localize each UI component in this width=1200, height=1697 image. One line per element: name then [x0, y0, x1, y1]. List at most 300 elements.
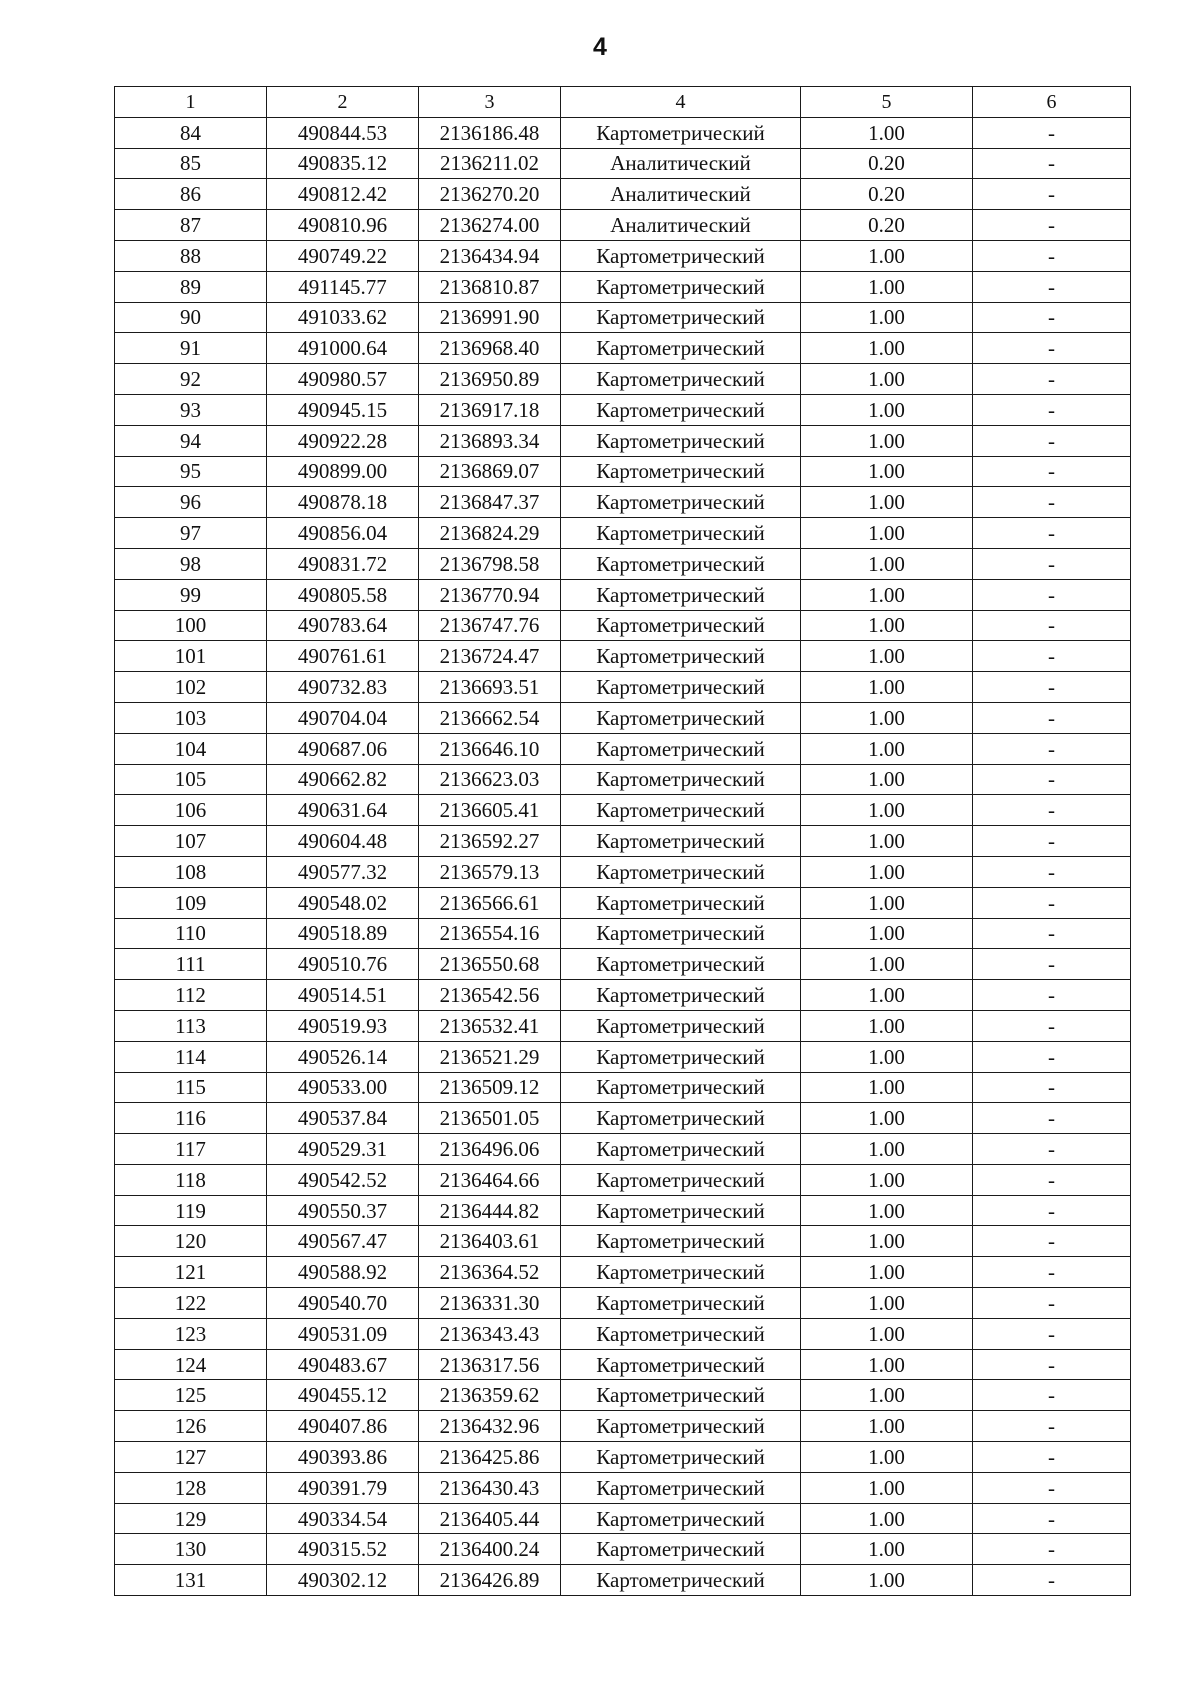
cell-method: Картометрический: [561, 949, 801, 980]
cell-method: Картометрический: [561, 456, 801, 487]
cell-note: -: [973, 610, 1131, 641]
cell-note: -: [973, 548, 1131, 579]
cell-method: Картометрический: [561, 1534, 801, 1565]
cell-x-coordinate: 490510.76: [267, 949, 419, 980]
cell-y-coordinate: 2136405.44: [419, 1503, 561, 1534]
cell-note: -: [973, 1103, 1131, 1134]
cell-accuracy: 1.00: [801, 487, 973, 518]
cell-method: Картометрический: [561, 980, 801, 1011]
cell-note: -: [973, 1072, 1131, 1103]
cell-note: -: [973, 826, 1131, 857]
table-row: [115, 1164, 1131, 1195]
cell-point-number: 95: [115, 456, 267, 487]
cell-point-number: 85: [115, 148, 267, 179]
cell-accuracy: 1.00: [801, 456, 973, 487]
cell-accuracy: 1.00: [801, 1411, 973, 1442]
cell-accuracy: 1.00: [801, 1257, 973, 1288]
cell-y-coordinate: 2136770.94: [419, 579, 561, 610]
table-row: [115, 764, 1131, 795]
cell-method: Картометрический: [561, 394, 801, 425]
cell-accuracy: 1.00: [801, 1226, 973, 1257]
column-header: 1: [115, 87, 267, 118]
cell-method: Картометрический: [561, 1411, 801, 1442]
cell-point-number: 87: [115, 210, 267, 241]
cell-y-coordinate: 2136186.48: [419, 117, 561, 148]
cell-point-number: 128: [115, 1472, 267, 1503]
cell-note: -: [973, 1257, 1131, 1288]
table-row: [115, 1380, 1131, 1411]
cell-x-coordinate: 490856.04: [267, 518, 419, 549]
cell-method: Картометрический: [561, 425, 801, 456]
table-row: [115, 1041, 1131, 1072]
table-row: [115, 672, 1131, 703]
cell-accuracy: 1.00: [801, 1288, 973, 1319]
cell-note: -: [973, 1349, 1131, 1380]
cell-point-number: 106: [115, 795, 267, 826]
cell-x-coordinate: 490749.22: [267, 240, 419, 271]
cell-note: -: [973, 394, 1131, 425]
cell-point-number: 88: [115, 240, 267, 271]
table-row: [115, 518, 1131, 549]
cell-y-coordinate: 2136869.07: [419, 456, 561, 487]
table-row: [115, 1503, 1131, 1534]
cell-y-coordinate: 2136434.94: [419, 240, 561, 271]
cell-accuracy: 1.00: [801, 918, 973, 949]
cell-method: Картометрический: [561, 333, 801, 364]
cell-y-coordinate: 2136359.62: [419, 1380, 561, 1411]
table-row: [115, 394, 1131, 425]
cell-note: -: [973, 795, 1131, 826]
cell-point-number: 118: [115, 1164, 267, 1195]
cell-point-number: 112: [115, 980, 267, 1011]
cell-accuracy: 1.00: [801, 1380, 973, 1411]
cell-method: Картометрический: [561, 1164, 801, 1195]
cell-point-number: 129: [115, 1503, 267, 1534]
cell-x-coordinate: 490831.72: [267, 548, 419, 579]
cell-accuracy: 1.00: [801, 1010, 973, 1041]
cell-accuracy: 1.00: [801, 610, 973, 641]
cell-note: -: [973, 1565, 1131, 1596]
table-row: [115, 210, 1131, 241]
cell-y-coordinate: 2136592.27: [419, 826, 561, 857]
cell-method: Аналитический: [561, 148, 801, 179]
cell-y-coordinate: 2136364.52: [419, 1257, 561, 1288]
cell-accuracy: 1.00: [801, 980, 973, 1011]
cell-point-number: 110: [115, 918, 267, 949]
cell-x-coordinate: 490945.15: [267, 394, 419, 425]
cell-note: -: [973, 117, 1131, 148]
cell-x-coordinate: 490542.52: [267, 1164, 419, 1195]
cell-point-number: 92: [115, 364, 267, 395]
cell-x-coordinate: 490514.51: [267, 980, 419, 1011]
cell-point-number: 122: [115, 1288, 267, 1319]
table-row: [115, 425, 1131, 456]
table-row: [115, 1226, 1131, 1257]
cell-note: -: [973, 179, 1131, 210]
column-header: 5: [801, 87, 973, 118]
cell-point-number: 113: [115, 1010, 267, 1041]
cell-note: -: [973, 333, 1131, 364]
cell-note: -: [973, 240, 1131, 271]
cell-x-coordinate: 490662.82: [267, 764, 419, 795]
cell-point-number: 125: [115, 1380, 267, 1411]
cell-accuracy: 1.00: [801, 702, 973, 733]
cell-accuracy: 1.00: [801, 1349, 973, 1380]
cell-accuracy: 1.00: [801, 240, 973, 271]
cell-x-coordinate: 490315.52: [267, 1534, 419, 1565]
cell-point-number: 94: [115, 425, 267, 456]
cell-point-number: 119: [115, 1195, 267, 1226]
table-row: [115, 1257, 1131, 1288]
cell-note: -: [973, 1534, 1131, 1565]
cell-method: Картометрический: [561, 364, 801, 395]
cell-note: -: [973, 1442, 1131, 1473]
cell-method: Картометрический: [561, 856, 801, 887]
cell-method: Картометрический: [561, 302, 801, 333]
cell-accuracy: 1.00: [801, 548, 973, 579]
cell-point-number: 121: [115, 1257, 267, 1288]
cell-y-coordinate: 2136509.12: [419, 1072, 561, 1103]
cell-method: Аналитический: [561, 179, 801, 210]
cell-accuracy: 1.00: [801, 302, 973, 333]
cell-note: -: [973, 364, 1131, 395]
table-row: [115, 1472, 1131, 1503]
cell-point-number: 100: [115, 610, 267, 641]
cell-x-coordinate: 490631.64: [267, 795, 419, 826]
table-header: [115, 87, 1131, 118]
column-header: 6: [973, 87, 1131, 118]
cell-y-coordinate: 2136400.24: [419, 1534, 561, 1565]
page-number: 4: [593, 33, 607, 61]
cell-y-coordinate: 2136724.47: [419, 641, 561, 672]
cell-point-number: 99: [115, 579, 267, 610]
cell-y-coordinate: 2136693.51: [419, 672, 561, 703]
cell-x-coordinate: 490518.89: [267, 918, 419, 949]
table-row: [115, 1103, 1131, 1134]
cell-x-coordinate: 490529.31: [267, 1134, 419, 1165]
table-row: [115, 179, 1131, 210]
cell-y-coordinate: 2136798.58: [419, 548, 561, 579]
cell-note: -: [973, 518, 1131, 549]
cell-x-coordinate: 490732.83: [267, 672, 419, 703]
table-row: [115, 610, 1131, 641]
cell-point-number: 123: [115, 1318, 267, 1349]
cell-method: Картометрический: [561, 271, 801, 302]
table-row: [115, 1411, 1131, 1442]
cell-point-number: 108: [115, 856, 267, 887]
cell-x-coordinate: 490519.93: [267, 1010, 419, 1041]
cell-method: Картометрический: [561, 795, 801, 826]
cell-point-number: 93: [115, 394, 267, 425]
cell-y-coordinate: 2136343.43: [419, 1318, 561, 1349]
cell-note: -: [973, 1288, 1131, 1319]
cell-point-number: 117: [115, 1134, 267, 1165]
cell-method: Картометрический: [561, 1318, 801, 1349]
cell-point-number: 96: [115, 487, 267, 518]
cell-point-number: 116: [115, 1103, 267, 1134]
cell-y-coordinate: 2136211.02: [419, 148, 561, 179]
cell-y-coordinate: 2136270.20: [419, 179, 561, 210]
cell-y-coordinate: 2136274.00: [419, 210, 561, 241]
cell-point-number: 104: [115, 733, 267, 764]
cell-y-coordinate: 2136554.16: [419, 918, 561, 949]
cell-y-coordinate: 2136646.10: [419, 733, 561, 764]
cell-method: Картометрический: [561, 1472, 801, 1503]
cell-x-coordinate: 490526.14: [267, 1041, 419, 1072]
cell-note: -: [973, 918, 1131, 949]
cell-method: Картометрический: [561, 1072, 801, 1103]
column-header: 3: [419, 87, 561, 118]
cell-x-coordinate: 490844.53: [267, 117, 419, 148]
cell-y-coordinate: 2136521.29: [419, 1041, 561, 1072]
cell-y-coordinate: 2136331.30: [419, 1288, 561, 1319]
cell-x-coordinate: 490704.04: [267, 702, 419, 733]
cell-point-number: 98: [115, 548, 267, 579]
cell-accuracy: 0.20: [801, 210, 973, 241]
cell-y-coordinate: 2136430.43: [419, 1472, 561, 1503]
cell-note: -: [973, 210, 1131, 241]
cell-x-coordinate: 490567.47: [267, 1226, 419, 1257]
cell-point-number: 115: [115, 1072, 267, 1103]
cell-method: Картометрический: [561, 579, 801, 610]
cell-method: Картометрический: [561, 1010, 801, 1041]
cell-y-coordinate: 2136444.82: [419, 1195, 561, 1226]
cell-accuracy: 1.00: [801, 1442, 973, 1473]
cell-x-coordinate: 490835.12: [267, 148, 419, 179]
cell-x-coordinate: 490604.48: [267, 826, 419, 857]
table-row: [115, 117, 1131, 148]
cell-x-coordinate: 491000.64: [267, 333, 419, 364]
cell-accuracy: 1.00: [801, 672, 973, 703]
cell-note: -: [973, 733, 1131, 764]
cell-accuracy: 1.00: [801, 394, 973, 425]
table-row: [115, 1010, 1131, 1041]
cell-note: -: [973, 1318, 1131, 1349]
cell-x-coordinate: 490980.57: [267, 364, 419, 395]
cell-y-coordinate: 2136747.76: [419, 610, 561, 641]
cell-method: Картометрический: [561, 1195, 801, 1226]
table-row: [115, 641, 1131, 672]
cell-x-coordinate: 490761.61: [267, 641, 419, 672]
cell-accuracy: 1.00: [801, 826, 973, 857]
cell-point-number: 90: [115, 302, 267, 333]
cell-accuracy: 1.00: [801, 518, 973, 549]
table-row: [115, 1288, 1131, 1319]
cell-y-coordinate: 2136991.90: [419, 302, 561, 333]
cell-x-coordinate: 490393.86: [267, 1442, 419, 1473]
cell-accuracy: 1.00: [801, 1072, 973, 1103]
cell-x-coordinate: 490899.00: [267, 456, 419, 487]
cell-x-coordinate: 490588.92: [267, 1257, 419, 1288]
table-row: [115, 856, 1131, 887]
cell-note: -: [973, 302, 1131, 333]
cell-note: -: [973, 1380, 1131, 1411]
table-row: [115, 702, 1131, 733]
cell-method: Картометрический: [561, 1349, 801, 1380]
cell-method: Картометрический: [561, 1226, 801, 1257]
cell-y-coordinate: 2136810.87: [419, 271, 561, 302]
cell-x-coordinate: 490550.37: [267, 1195, 419, 1226]
cell-x-coordinate: 490805.58: [267, 579, 419, 610]
cell-accuracy: 1.00: [801, 1164, 973, 1195]
cell-x-coordinate: 490922.28: [267, 425, 419, 456]
cell-accuracy: 1.00: [801, 949, 973, 980]
table-row: [115, 1565, 1131, 1596]
table-row: [115, 980, 1131, 1011]
cell-y-coordinate: 2136403.61: [419, 1226, 561, 1257]
cell-method: Картометрический: [561, 1134, 801, 1165]
cell-y-coordinate: 2136464.66: [419, 1164, 561, 1195]
cell-accuracy: 1.00: [801, 1195, 973, 1226]
cell-accuracy: 1.00: [801, 333, 973, 364]
cell-point-number: 103: [115, 702, 267, 733]
cell-point-number: 89: [115, 271, 267, 302]
cell-y-coordinate: 2136662.54: [419, 702, 561, 733]
cell-note: -: [973, 271, 1131, 302]
cell-note: -: [973, 1164, 1131, 1195]
cell-note: -: [973, 1503, 1131, 1534]
header-row: [115, 87, 1131, 118]
cell-point-number: 111: [115, 949, 267, 980]
cell-y-coordinate: 2136824.29: [419, 518, 561, 549]
cell-y-coordinate: 2136542.56: [419, 980, 561, 1011]
cell-point-number: 84: [115, 117, 267, 148]
column-header: 4: [561, 87, 801, 118]
cell-method: Картометрический: [561, 548, 801, 579]
table-row: [115, 302, 1131, 333]
cell-note: -: [973, 980, 1131, 1011]
table-row: [115, 1195, 1131, 1226]
cell-accuracy: 1.00: [801, 425, 973, 456]
cell-y-coordinate: 2136917.18: [419, 394, 561, 425]
cell-accuracy: 0.20: [801, 148, 973, 179]
cell-note: -: [973, 641, 1131, 672]
cell-note: -: [973, 148, 1131, 179]
cell-point-number: 91: [115, 333, 267, 364]
cell-accuracy: 1.00: [801, 856, 973, 887]
cell-accuracy: 1.00: [801, 1503, 973, 1534]
cell-point-number: 130: [115, 1534, 267, 1565]
cell-point-number: 86: [115, 179, 267, 210]
cell-method: Картометрический: [561, 1503, 801, 1534]
cell-y-coordinate: 2136623.03: [419, 764, 561, 795]
cell-note: -: [973, 856, 1131, 887]
table-row: [115, 1442, 1131, 1473]
table-row: [115, 240, 1131, 271]
table-row: [115, 826, 1131, 857]
cell-method: Картометрический: [561, 1288, 801, 1319]
cell-x-coordinate: 491145.77: [267, 271, 419, 302]
cell-method: Картометрический: [561, 918, 801, 949]
cell-point-number: 101: [115, 641, 267, 672]
cell-method: Картометрический: [561, 487, 801, 518]
cell-y-coordinate: 2136968.40: [419, 333, 561, 364]
cell-y-coordinate: 2136893.34: [419, 425, 561, 456]
table-row: [115, 1534, 1131, 1565]
cell-method: Картометрический: [561, 641, 801, 672]
cell-accuracy: 1.00: [801, 1534, 973, 1565]
cell-x-coordinate: 490407.86: [267, 1411, 419, 1442]
table-row: [115, 333, 1131, 364]
cell-y-coordinate: 2136579.13: [419, 856, 561, 887]
cell-x-coordinate: 490302.12: [267, 1565, 419, 1596]
cell-y-coordinate: 2136847.37: [419, 487, 561, 518]
cell-point-number: 127: [115, 1442, 267, 1473]
table-row: [115, 148, 1131, 179]
cell-x-coordinate: 490391.79: [267, 1472, 419, 1503]
cell-x-coordinate: 490531.09: [267, 1318, 419, 1349]
cell-note: -: [973, 672, 1131, 703]
cell-note: -: [973, 1134, 1131, 1165]
cell-x-coordinate: 490878.18: [267, 487, 419, 518]
cell-method: Картометрический: [561, 764, 801, 795]
cell-point-number: 107: [115, 826, 267, 857]
cell-y-coordinate: 2136605.41: [419, 795, 561, 826]
table-row: [115, 918, 1131, 949]
cell-y-coordinate: 2136496.06: [419, 1134, 561, 1165]
cell-point-number: 131: [115, 1565, 267, 1596]
cell-method: Картометрический: [561, 733, 801, 764]
cell-note: -: [973, 425, 1131, 456]
table-row: [115, 271, 1131, 302]
table-row: [115, 1318, 1131, 1349]
cell-y-coordinate: 2136317.56: [419, 1349, 561, 1380]
cell-note: -: [973, 1010, 1131, 1041]
cell-y-coordinate: 2136950.89: [419, 364, 561, 395]
cell-accuracy: 1.00: [801, 364, 973, 395]
cell-y-coordinate: 2136432.96: [419, 1411, 561, 1442]
cell-method: Картометрический: [561, 887, 801, 918]
cell-accuracy: 1.00: [801, 1041, 973, 1072]
cell-accuracy: 1.00: [801, 1103, 973, 1134]
cell-note: -: [973, 1195, 1131, 1226]
cell-method: Картометрический: [561, 117, 801, 148]
cell-accuracy: 1.00: [801, 733, 973, 764]
cell-note: -: [973, 764, 1131, 795]
table-row: [115, 949, 1131, 980]
cell-point-number: 114: [115, 1041, 267, 1072]
cell-x-coordinate: 491033.62: [267, 302, 419, 333]
cell-method: Картометрический: [561, 610, 801, 641]
cell-accuracy: 1.00: [801, 579, 973, 610]
cell-note: -: [973, 1041, 1131, 1072]
table-row: [115, 1072, 1131, 1103]
cell-note: -: [973, 1226, 1131, 1257]
cell-accuracy: 1.00: [801, 1318, 973, 1349]
table-row: [115, 733, 1131, 764]
cell-point-number: 124: [115, 1349, 267, 1380]
cell-method: Картометрический: [561, 1041, 801, 1072]
cell-x-coordinate: 490483.67: [267, 1349, 419, 1380]
column-header: 2: [267, 87, 419, 118]
table-row: [115, 887, 1131, 918]
cell-point-number: 109: [115, 887, 267, 918]
cell-accuracy: 1.00: [801, 764, 973, 795]
cell-accuracy: 1.00: [801, 271, 973, 302]
cell-accuracy: 0.20: [801, 179, 973, 210]
table-row: [115, 579, 1131, 610]
cell-method: Картометрический: [561, 1442, 801, 1473]
table-row: [115, 548, 1131, 579]
cell-point-number: 126: [115, 1411, 267, 1442]
cell-method: Картометрический: [561, 702, 801, 733]
cell-method: Картометрический: [561, 1380, 801, 1411]
cell-accuracy: 1.00: [801, 641, 973, 672]
table-row: [115, 487, 1131, 518]
cell-x-coordinate: 490812.42: [267, 179, 419, 210]
cell-method: Картометрический: [561, 240, 801, 271]
cell-method: Картометрический: [561, 672, 801, 703]
